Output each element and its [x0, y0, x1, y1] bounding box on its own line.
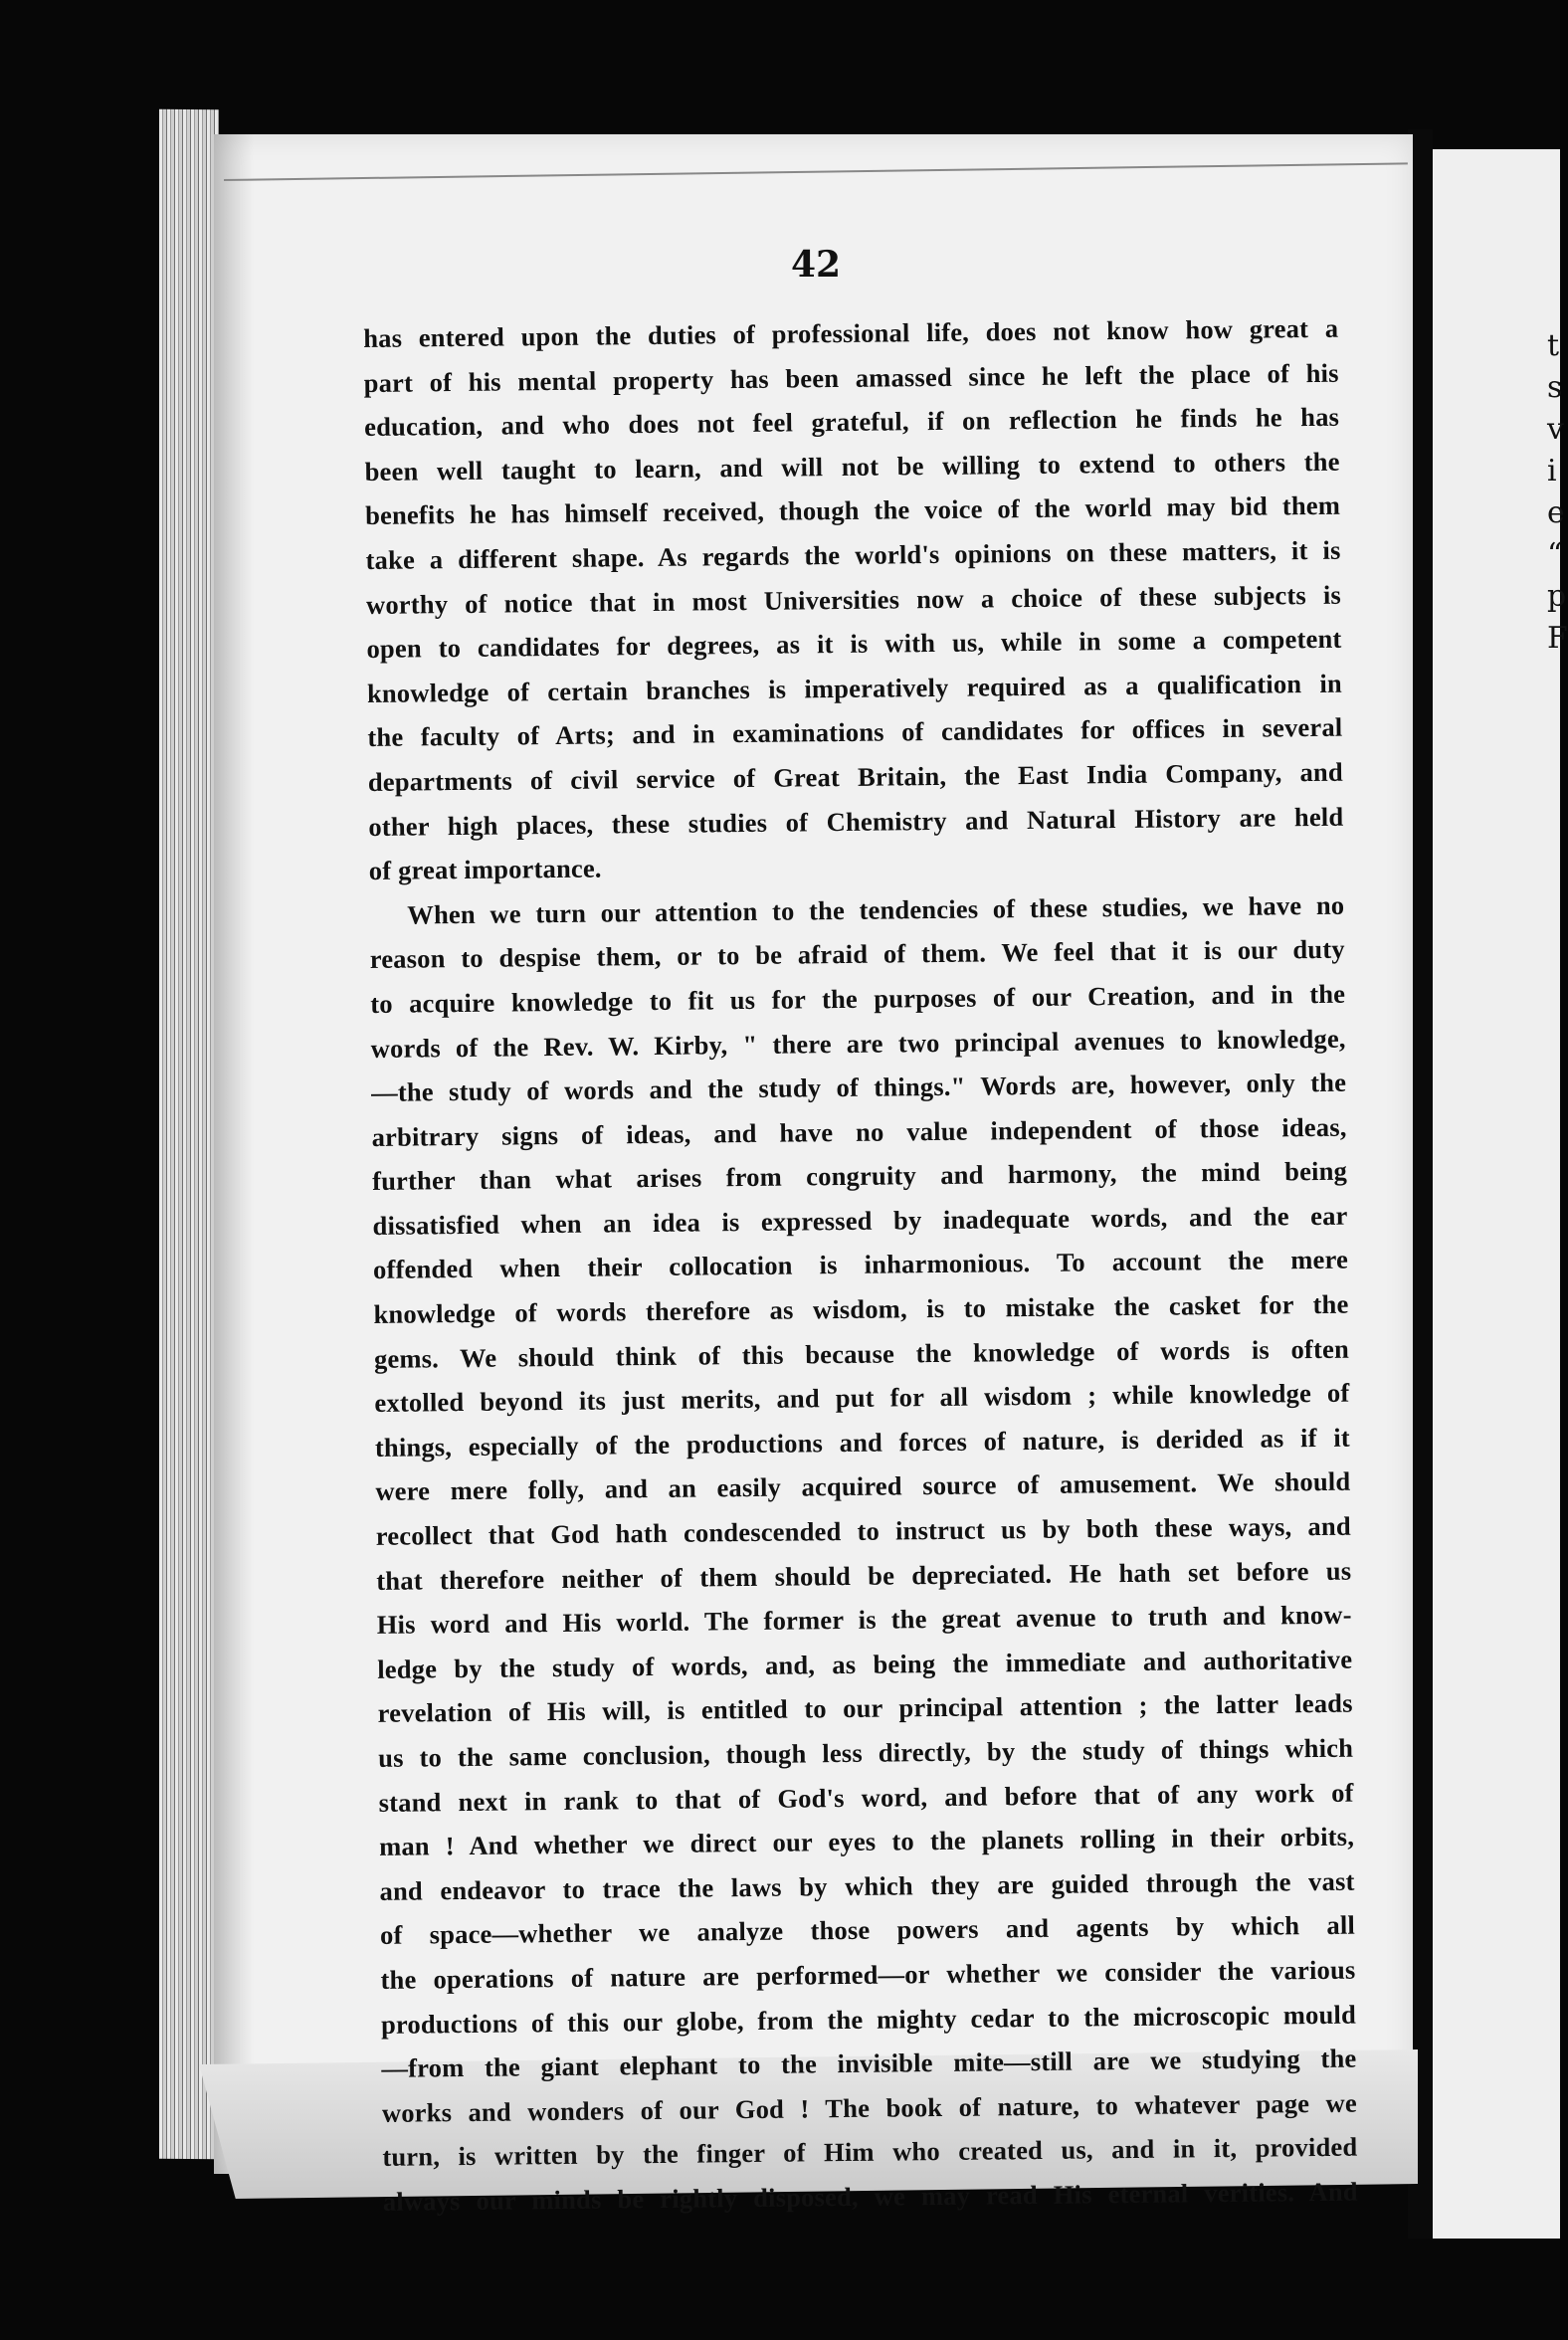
text-line: that therefore neither of them should be depreciated. He hath set before us [376, 1555, 1352, 1596]
text-line: been well taught to learn, and will not be willing to extend to others the [364, 446, 1340, 487]
text-line: of great importance. [368, 853, 602, 886]
text-line: things, especially of the productions and forces of nature, is derided as if it [374, 1422, 1351, 1462]
text-line: worthy of notice that in most Universities now a choice of these subjects is [365, 579, 1342, 620]
text-line: reason to despise them, or to be afraid of them. We feel that it is our duty [369, 934, 1345, 975]
text-line: to acquire knowledge to fit us for the purposes of our Creation, and in the [370, 978, 1346, 1019]
facing-page-letter: s [1547, 370, 1563, 405]
text-line: stand next in rank to that of God's word, and before that of any work of [378, 1777, 1354, 1818]
text-line: words of the Rev. W. Kirby, " there are two principal avenues to knowledge, [370, 1023, 1346, 1064]
text-line: departments of civil service of Great Britain, the East India Company, and [367, 756, 1344, 797]
text-line: When we turn our attention to the tendencies of these studies, we have no [407, 889, 1345, 930]
text-line: take a different shape. As regards the world's opinions on these matters, it is [365, 534, 1341, 575]
text-line: benefits he has himself received, though the voice of the world may bid them [364, 490, 1341, 531]
text-line: arbitrary signs of ideas, and have no value independent of those ideas, [371, 1111, 1347, 1152]
facing-page-fragment [1433, 149, 1563, 2239]
body-text [363, 306, 1358, 2225]
facing-page-letter: v [1547, 412, 1564, 447]
text-line: us to the same conclusion, though less directly, by the study of things which [378, 1732, 1354, 1773]
text-line: revelation of His will, is entitled to our principal attention ; the latter leads [377, 1688, 1353, 1729]
text-line: part of his mental property has been amassed since he left the place of his [363, 357, 1339, 398]
text-line: knowledge of certain branches is imperatively required as a qualification in [366, 668, 1343, 708]
facing-page-letter: “ [1547, 537, 1563, 572]
text-line: dissatisfied when an idea is expressed by inadequate words, and the ear [372, 1200, 1348, 1241]
text-line: ledge by the study of words, and, as being the immediate and authoritative [377, 1644, 1353, 1684]
text-line: knowledge of words therefore as wisdom, is to mistake the casket for the [373, 1288, 1349, 1330]
text-line: productions of this our globe, from the mighty cedar to the microscopic mould [380, 1999, 1357, 2040]
text-line: the operations of nature are performed—or whether we consider the various [380, 1954, 1356, 1995]
text-line: works and wonders of our God ! The book of nature, to whatever page we [381, 2087, 1358, 2128]
text-line: recollect that God hath condescended to instruct us by both these ways, and [375, 1510, 1351, 1551]
page-shadow [214, 134, 254, 2174]
text-line: gems. We should think of this because the knowledge of words is often [373, 1333, 1350, 1374]
text-line: were mere folly, and an easily acquired source of amusement. We should [375, 1466, 1351, 1507]
page-number: 42 [791, 244, 842, 286]
text-line: always our minds be rightly disposed, we may read His eternal verities. And [382, 2176, 1358, 2217]
text-line: has entered upon the duties of professional life, does not know how great a [363, 312, 1339, 353]
facing-page-letter: e [1547, 495, 1565, 530]
facing-page-letter: t [1547, 328, 1560, 363]
page-edge-stack [159, 109, 219, 2160]
facing-page-letter: p [1547, 579, 1567, 614]
text-line: education, and who does not feel grateful, if on reflection he finds he has [364, 401, 1340, 443]
text-line: and endeavor to trace the laws by which they are guided through the vast [379, 1865, 1355, 1906]
facing-page-letter: i [1547, 454, 1557, 488]
text-line: the faculty of Arts; and in examinations of candidates for offices in several [367, 712, 1343, 753]
text-line: man ! And whether we direct our eyes to the planets rolling in their orbits, [378, 1821, 1355, 1862]
text-line: offended when their collocation is inharmonious. To account the mere [372, 1245, 1349, 1285]
text-line: further than what arises from congruity and harmony, the mind being [371, 1155, 1348, 1197]
facing-page-letter: F [1547, 621, 1568, 656]
text-line: turn, is written by the finger of Him who created us, and in it, provided [382, 2131, 1358, 2173]
text-line: of space—whether we analyze those powers and agents by which all [379, 1910, 1356, 1951]
text-line: extolled beyond its just merits, and put for all wisdom ; while knowledge of [374, 1377, 1350, 1419]
text-line: open to candidates for degrees, as it is with us, while in some a competent [366, 623, 1342, 665]
text-line: His word and His world. The former is the great avenue to truth and know- [376, 1599, 1352, 1641]
text-line: —the study of words and the study of things." Words are, however, only the [371, 1067, 1347, 1108]
text-line: other high places, these studies of Chemistry and Natural History are held [368, 801, 1344, 842]
text-line: —from the giant elephant to the invisible mite—still are we studying the [381, 2043, 1357, 2084]
